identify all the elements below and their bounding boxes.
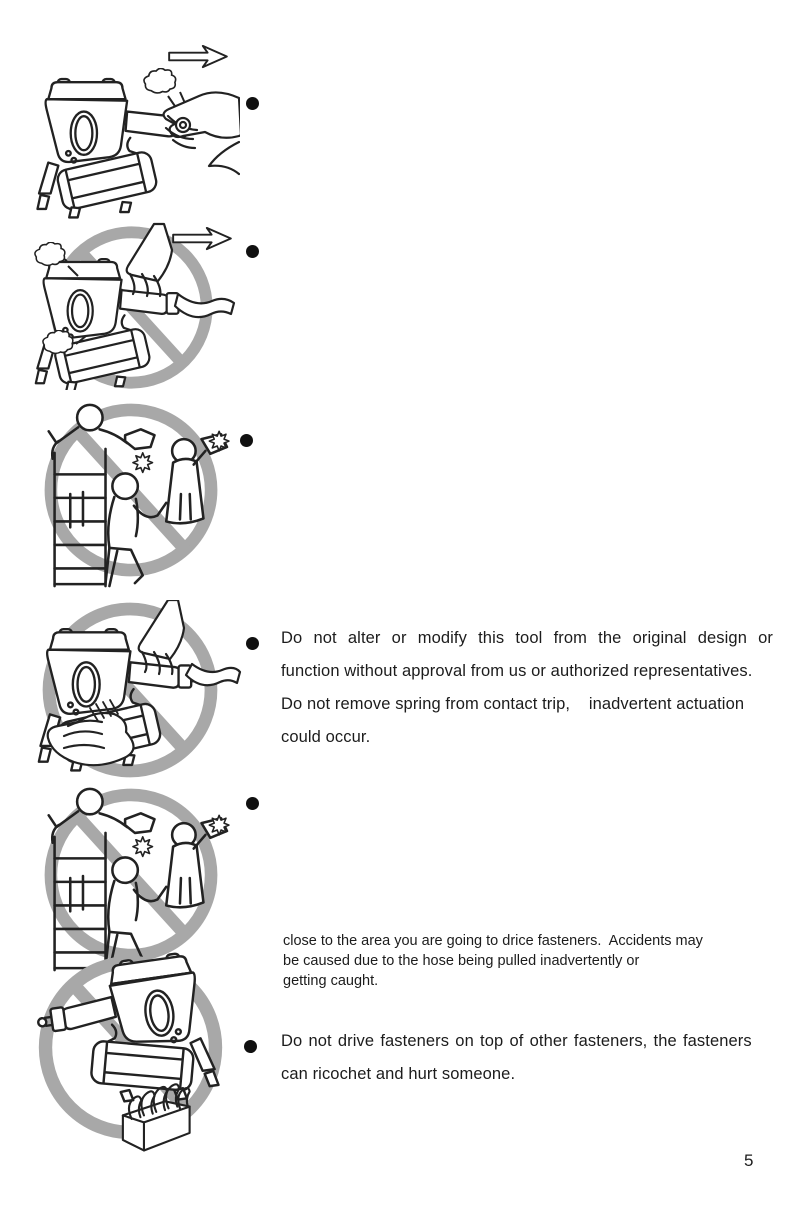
- coil-nailer-icon: [37, 79, 199, 217]
- bullet-1: [246, 97, 259, 110]
- text-line: Do not alter or modify this tool from the original design or: [281, 629, 774, 647]
- bullet-2: [246, 245, 259, 258]
- illustration-no-carry-by-hose: [18, 222, 238, 390]
- illustration-no-contact-trip-tamper: [18, 600, 243, 778]
- text-line: close to the area you are going to drice fasteners. Accidents may: [283, 933, 703, 949]
- air-puff-icon: [43, 330, 73, 353]
- text-line: can ricochet and hurt someone.: [281, 1065, 516, 1083]
- bullet-6: [244, 1040, 257, 1053]
- text-line: Do not drive fasteners on top of other fasteners, the fasteners: [281, 1032, 752, 1050]
- illustration-disconnect-air-fitting: [25, 40, 240, 220]
- bullet-5: [246, 797, 259, 810]
- text-line: function without approval from us or authorized representatives.: [281, 662, 753, 680]
- text-line: getting caught.: [283, 973, 379, 989]
- bullet-4: [246, 637, 259, 650]
- air-puff-icon: [35, 242, 65, 265]
- illustration-ladder-horseplay: [25, 398, 240, 588]
- illustration-no-drive-on-fasteners: [22, 948, 242, 1153]
- air-puff-icon: [144, 68, 176, 93]
- paragraph-hose-accidents: [283, 931, 753, 991]
- bullet-3: [240, 434, 253, 447]
- driven-fasteners-icon: [123, 1084, 190, 1150]
- paragraph-ricochet: [281, 1025, 752, 1091]
- direction-arrow-icon: [169, 46, 227, 67]
- page-number: 5: [744, 1151, 754, 1170]
- illustration-ladder-horseplay-2: [25, 782, 240, 972]
- text-line: could occur.: [281, 728, 371, 746]
- text-line: Do not remove spring from contact trip, inadvertent actuation: [281, 695, 745, 713]
- text-line: be caused due to the hose being pulled inadvertently or: [283, 953, 640, 969]
- paragraph-do-not-alter: [281, 622, 774, 754]
